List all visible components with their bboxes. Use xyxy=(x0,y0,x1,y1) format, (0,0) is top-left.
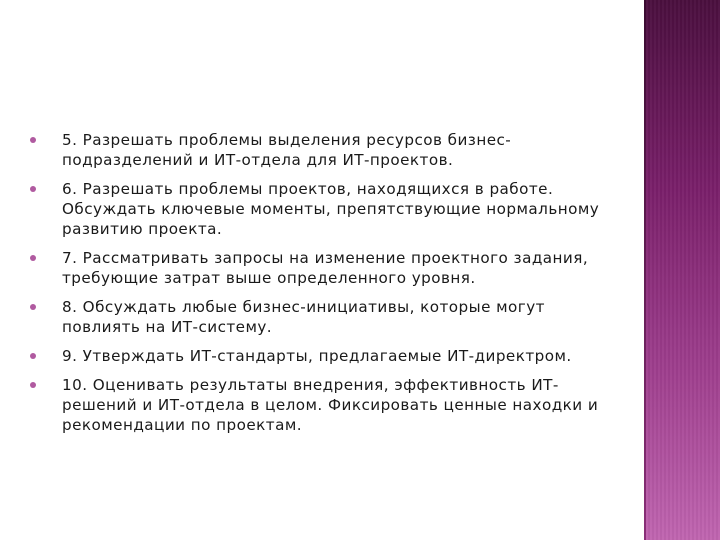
bullet-dot-icon xyxy=(30,186,36,192)
bullet-list xyxy=(30,130,610,435)
bullet-item-8 xyxy=(30,297,610,337)
bullet-text: 5. Разрешать проблемы выделения ресурсов бизнес-подразделений и ИТ-отдела для ИТ-проектов. xyxy=(62,131,512,169)
bullet-text: 7. Рассматривать запросы на изменение проектного задания, требующие затрат выше определенного уровня. xyxy=(62,249,589,287)
bullet-text: 6. Разрешать проблемы проектов, находящихся в работе. Обсуждать ключевые моменты, препятствующие нормальному развитию проекта. xyxy=(62,180,600,238)
bullet-item-10 xyxy=(30,375,610,435)
bullet-item-7 xyxy=(30,248,610,288)
slide-content xyxy=(30,130,610,444)
bullet-dot-icon xyxy=(30,255,36,261)
bullet-dot-icon xyxy=(30,304,36,310)
bullet-dot-icon xyxy=(30,382,36,388)
bullet-item-6 xyxy=(30,179,610,239)
bullet-item-5 xyxy=(30,130,610,170)
bullet-dot-icon xyxy=(30,353,36,359)
bullet-text: 9. Утверждать ИТ-стандарты, предлагаемые ИТ-директром. xyxy=(62,347,572,365)
bullet-text: 8. Обсуждать любые бизнес-инициативы, которые могут повлиять на ИТ-систему. xyxy=(62,298,545,336)
bullet-item-9 xyxy=(30,346,610,366)
side-band-texture xyxy=(646,0,720,540)
decorative-side-band xyxy=(640,0,720,540)
bullet-dot-icon xyxy=(30,137,36,143)
bullet-text: 10. Оценивать результаты внедрения, эффективность ИТ-решений и ИТ-отдела в целом. Фиксировать ценные находки и рекомендации по проектам. xyxy=(62,376,599,434)
